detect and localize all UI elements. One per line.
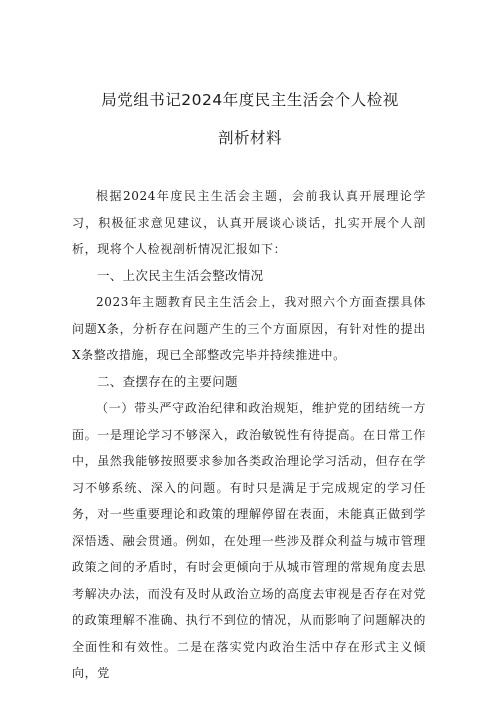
intro-paragraph: 根据2024年度民主生活会主题，会前我认真开展理论学习，积极征求意见建议，认真开展谈心谈话，扎实开展个人剖析，现将个人检视剖析情况汇报如下：	[72, 189, 426, 256]
section1-heading: 一、上次民主生活会整改情况	[97, 267, 264, 283]
section2-paragraph: （一）带头严守政治纪律和政治规矩，维护党的团结统一方面。一是理论学习不够深入，政治敏锐性有待提高。在日常工作中，虽然我能够按照要求参加各类政治理论学习活动，但存在学习不够系统、深入的问题。有时只是满足于完成规定的学习任务，对一些重要理论和政策的理解停留在表面，未能真正做到学深悟透、融会贯通。例如，在处理一些涉及群众利益与城市管理政策之间的矛盾时，有时会更倾向于从城市管理的常规角度去思考解决办法，而没有及时从政治立场的高度去审视是否存在对党的政策理解不准确、执行不到位的情况，从而影响了问题解决的全面性和有效性。二是在落实党内政治生活中存在形式主义倾向，党	[72, 401, 426, 680]
document-title-line2: 剖析材料	[217, 129, 282, 147]
document-body	[72, 183, 426, 687]
document-title-line1: 局党组书记2024年度民主生活会个人检视	[101, 91, 399, 109]
section1-paragraph: 2023年主题教育民主生活会上，我对照六个方面查摆具体问题X条，分析存在问题产生的三个方面原因，有针对性的提出X条整改措施，现已全部整改完毕并持续推进中。	[72, 295, 426, 362]
section2-heading: 二、查摆存在的主要问题	[97, 373, 238, 389]
